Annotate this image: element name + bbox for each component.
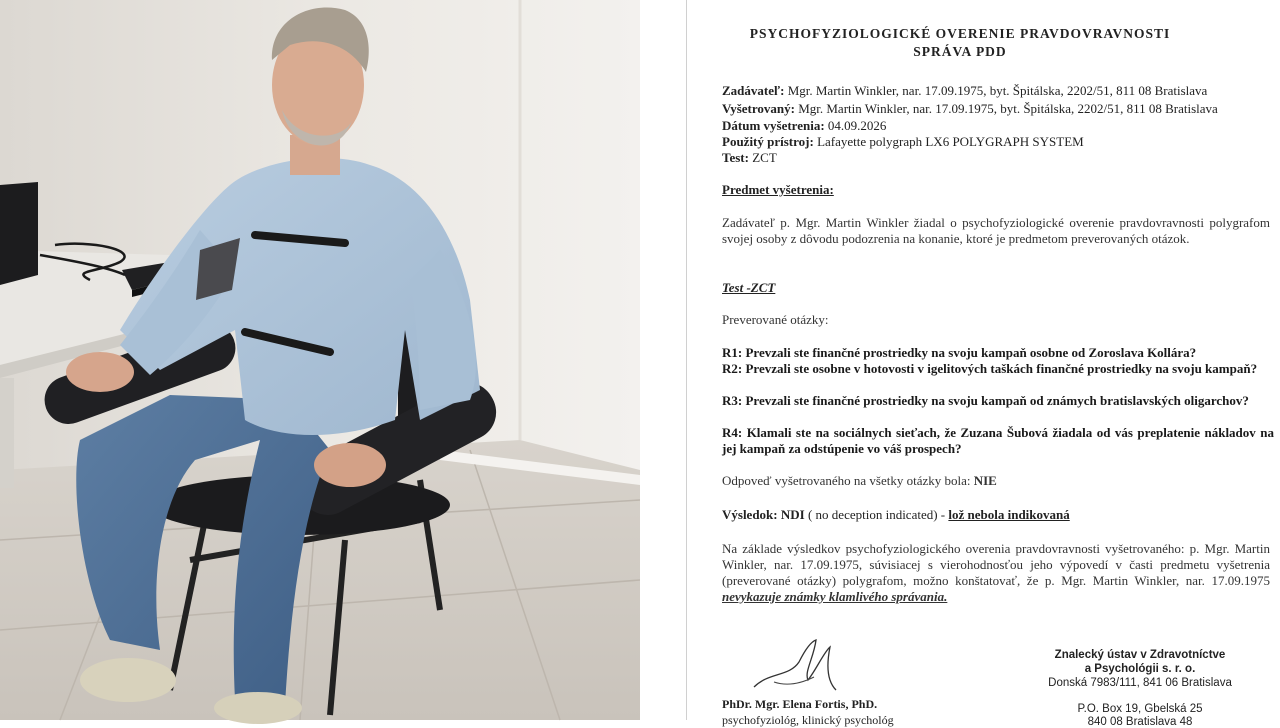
field-label: Zadávateľ: bbox=[722, 83, 785, 98]
subject-heading: Predmet vyšetrenia: bbox=[722, 182, 834, 197]
field-test bbox=[722, 150, 777, 166]
field-vysetrovany bbox=[722, 101, 1218, 117]
field-value: Mgr. Martin Winkler, nar. 17.09.1975, byt. Špitálska, 2202/51, 811 08 Bratislava bbox=[784, 83, 1208, 98]
institute-name-line2: a Psychológii s. r. o. bbox=[1084, 663, 1196, 675]
field-zadavatel bbox=[722, 83, 1207, 99]
polygraph-session-image bbox=[0, 0, 640, 720]
field-label: Vyšetrovaný: bbox=[722, 101, 795, 116]
subject-text: Zadávateľ p. Mgr. Martin Winkler žiadal o psychofyziologické overenie pravdovravnosti polygrafom svojej osoby z dôvodu podozrenia na konanie, ktoré je predmetom preverovaných otázok. bbox=[722, 215, 1270, 246]
question-r3: R3: Prevzali ste finančné prostriedky na svoju kampaň od známych bratislavských oligarchov? bbox=[722, 393, 1249, 408]
field-label: Test: bbox=[722, 150, 749, 165]
question-r1: R1: Prevzali ste finančné prostriedky na svoju kampaň osobne od Zoroslava Kollára? bbox=[722, 345, 1197, 360]
field-datum bbox=[722, 118, 886, 134]
field-label: Použitý prístroj: bbox=[722, 134, 814, 149]
document-left-rule bbox=[686, 0, 687, 720]
polygraph-photo bbox=[0, 0, 640, 720]
result-verdict: lož nebola indikovaná bbox=[948, 507, 1070, 522]
field-label: Dátum vyšetrenia: bbox=[722, 118, 825, 133]
signer-role: psychofyziológ, klinický psychológ bbox=[722, 713, 894, 727]
institute-postal: 840 08 Bratislava 48 bbox=[1087, 716, 1193, 728]
answer-line bbox=[722, 473, 997, 489]
result-middle: ( no deception indicated) - bbox=[804, 507, 949, 522]
conclusion-verdict: nevykazuje známky klamlivého správania. bbox=[722, 589, 948, 604]
institute-name-line1: Znalecký ústav v Zdravotníctve bbox=[1054, 649, 1226, 661]
report-subtitle: SPRÁVA PDD bbox=[913, 44, 1007, 59]
signer-name: PhDr. Mgr. Elena Fortis, PhD. bbox=[722, 697, 878, 711]
conclusion-text bbox=[722, 541, 1270, 605]
answer-value: NIE bbox=[973, 473, 997, 488]
questions-heading: Preverované otázky: bbox=[722, 312, 829, 327]
handwritten-signature bbox=[744, 632, 844, 702]
report-title: PSYCHOFYZIOLOGICKÉ OVERENIE PRAVDOVRAVNOSTI bbox=[749, 26, 1171, 41]
field-value: 04.09.2026 bbox=[824, 118, 887, 133]
conclusion-body: Na základe výsledkov psychofyziologického overenia pravdovravnosti vyšetrovaného: p. Mgr. Martin Winkler, nar. 17.09.1975, súvisiacej s vierohodnosťou jeho výpovedí v časti predmetu vyšetrenia (preverované otázky) polygrafom, možno konštatovať, že p. Mgr. Martin Winkler, nar. 17.09.1975 bbox=[722, 541, 1270, 588]
field-value: Lafayette polygraph LX6 POLYGRAPH SYSTEM bbox=[813, 134, 1084, 149]
result-label: Výsledok: NDI bbox=[722, 507, 805, 522]
answer-prefix: Odpoveď vyšetrovaného na všetky otázky bola: bbox=[722, 473, 974, 488]
institute-address: Donská 7983/111, 841 06 Bratislava bbox=[1048, 677, 1232, 689]
field-value: ZCT bbox=[748, 150, 777, 165]
question-r4: R4: Klamali ste na sociálnych sieťach, že Zuzana Šubová žiadala od vás preplatenie nákladov na jej kampaň za odstúpenie vo váš prospech? bbox=[722, 425, 1274, 456]
test-heading: Test -ZCT bbox=[722, 280, 776, 295]
institute-pobox: P.O. Box 19, Gbelská 25 bbox=[1077, 703, 1203, 715]
pdd-report-document bbox=[640, 0, 1280, 728]
field-value: Mgr. Martin Winkler, nar. 17.09.1975, byt. Špitálska, 2202/51, 811 08 Bratislava bbox=[794, 101, 1218, 116]
result-line bbox=[722, 507, 1070, 523]
question-r2: R2: Prevzali ste osobne v hotovosti v igelitových taškách finančné prostriedky na svoju kampaň? bbox=[722, 361, 1258, 376]
field-pristroj bbox=[722, 134, 1084, 150]
